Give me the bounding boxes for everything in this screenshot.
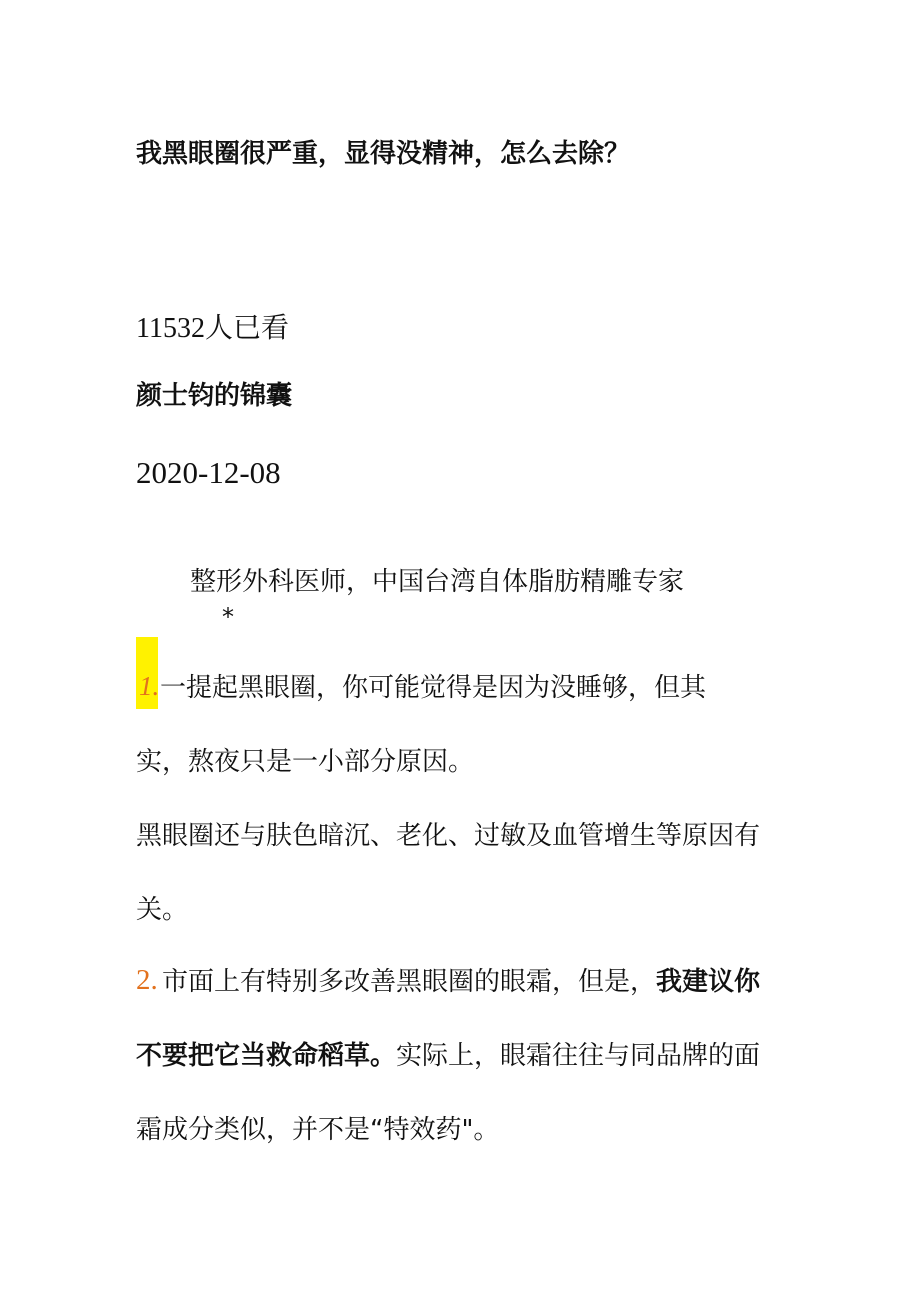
section-2-line-2 [136, 1036, 760, 1076]
section-2-line-2-text: 实际上，眼霜往往与同品牌的面 [396, 1041, 761, 1071]
section-1-line-2: 实，熬夜只是一小部分原因。 [136, 747, 475, 777]
section-1-number: 1. [139, 671, 160, 701]
section-2-line-2-emphasis: 不要把它当救命稻草。 [136, 1041, 397, 1071]
view-count-number: 11532 [136, 313, 205, 344]
section-2-line-3: 霜成分类似，并不是“特效药"。 [136, 1115, 500, 1145]
view-count-suffix: 人已看 [204, 311, 289, 344]
section-2-line-1 [162, 962, 760, 1002]
profile-marker: * [222, 603, 234, 631]
section-2-line-1-text: 市面上有特别多改善黑眼圈的眼霜，但是， [162, 967, 657, 997]
author-profile: 整形外科医师，中国台湾自体脂肪精雕专家 [190, 567, 685, 597]
section-2-number: 2. [136, 964, 158, 996]
article-title: 我黑眼圈很严重，显得没精神，怎么去除？ [136, 139, 631, 169]
publish-date: 2020-12-08 [136, 455, 281, 490]
section-1-line-4: 关。 [136, 895, 189, 925]
section-1-line-3: 黑眼圈还与肤色暗沉、老化、过敏及血管增生等原因有 [136, 821, 761, 851]
author-name[interactable]: 颜士钧的锦囊 [136, 381, 293, 411]
view-count [136, 306, 289, 351]
section-2-line-1-emphasis: 我建议你 [656, 967, 761, 997]
section-1-line-1: 一提起黑眼圈，你可能觉得是因为没睡够，但其 [160, 673, 707, 703]
